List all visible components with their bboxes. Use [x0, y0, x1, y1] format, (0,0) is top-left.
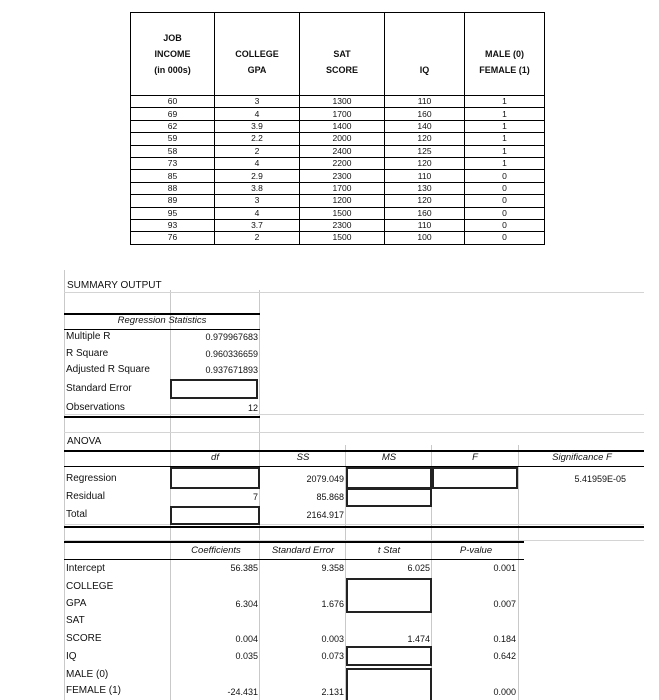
- table-cell: 2000: [300, 133, 385, 145]
- anova-col-df: df: [211, 452, 219, 463]
- grid-line: [518, 445, 519, 700]
- table-cell: 3: [215, 195, 300, 207]
- table-cell: 1400: [300, 120, 385, 132]
- header-text: FEMALE (1): [479, 65, 530, 75]
- table-cell: 160: [385, 108, 465, 120]
- gender-p-value: 0.000: [493, 687, 516, 697]
- total-df-answer-box[interactable]: [170, 506, 260, 525]
- table-cell: 3: [215, 96, 300, 108]
- table-row: [131, 157, 545, 169]
- r-square-value: 0.960336659: [205, 349, 258, 359]
- table-cell: 89: [131, 195, 215, 207]
- coef-col-standard-error: Standard Error: [271, 545, 335, 556]
- table-cell: 0: [465, 207, 545, 219]
- table-cell: 85: [131, 170, 215, 182]
- residual-df-value: 7: [252, 492, 258, 502]
- table-row: [131, 108, 545, 120]
- coef-col-t-stat: t Stat: [377, 545, 401, 556]
- table-cell: 1: [465, 157, 545, 169]
- header-text: SAT: [333, 49, 351, 59]
- table-rule: [64, 416, 260, 418]
- regression-f-answer-box[interactable]: [432, 467, 518, 489]
- table-cell: 2: [215, 145, 300, 157]
- table-cell: 0: [465, 219, 545, 231]
- anova-col-significance-f: Significance F: [552, 452, 612, 463]
- table-cell: 62: [131, 120, 215, 132]
- table-row: [131, 145, 545, 157]
- header-text: IQ: [419, 65, 430, 75]
- summary-title: SUMMARY OUTPUT: [67, 280, 162, 291]
- table-cell: 88: [131, 182, 215, 194]
- anova-col-ss: SS: [296, 452, 310, 463]
- intercept-coefficient: 56.385: [230, 563, 258, 573]
- table-row: [131, 133, 545, 145]
- table-cell: 59: [131, 133, 215, 145]
- iq-p-value: 0.642: [493, 651, 516, 661]
- data-table-header-row: [131, 13, 545, 96]
- iq-t-stat-answer-box[interactable]: [346, 646, 432, 666]
- table-cell: 0: [465, 182, 545, 194]
- table-row: [131, 232, 545, 244]
- table-cell: 3.7: [215, 219, 300, 231]
- table-row: [131, 219, 545, 231]
- observations-value: 12: [247, 403, 258, 413]
- table-rule: [64, 329, 260, 330]
- intercept-t-stat: 6.025: [407, 563, 430, 573]
- table-cell: 1300: [300, 96, 385, 108]
- observations-label: Observations: [66, 402, 125, 413]
- gender-label-line1: MALE (0): [66, 669, 109, 680]
- table-cell: 2200: [300, 157, 385, 169]
- table-cell: 120: [385, 195, 465, 207]
- intercept-label: Intercept: [66, 563, 105, 574]
- table-cell: 2: [215, 232, 300, 244]
- intercept-p-value: 0.001: [493, 563, 516, 573]
- iq-coefficient: 0.035: [235, 651, 258, 661]
- table-row: [131, 170, 545, 182]
- gender-t-stat-answer-box[interactable]: [346, 668, 432, 700]
- table-rule: [64, 559, 524, 560]
- table-cell: 140: [385, 120, 465, 132]
- gpa-label-line1: COLLEGE: [66, 581, 114, 592]
- sat-t-stat: 1.474: [407, 634, 430, 644]
- table-cell: 120: [385, 157, 465, 169]
- header-text: INCOME: [154, 49, 191, 59]
- grid-line: [64, 432, 644, 433]
- grid-line: [64, 524, 644, 525]
- table-cell: 1200: [300, 195, 385, 207]
- table-cell: 1: [465, 120, 545, 132]
- table-cell: 2.9: [215, 170, 300, 182]
- header-text: JOB: [163, 33, 182, 43]
- gender-coefficient: -24.431: [227, 687, 258, 697]
- gender-standard-error: 2.131: [321, 687, 344, 697]
- table-cell: 120: [385, 133, 465, 145]
- r-square-label: R Square: [66, 348, 109, 359]
- header-iq: [385, 13, 465, 96]
- header-sat-score: [300, 13, 385, 96]
- sat-p-value: 0.184: [493, 634, 516, 644]
- sat-coefficient: 0.004: [235, 634, 258, 644]
- gender-label-line2: FEMALE (1): [66, 685, 122, 696]
- table-cell: 0: [465, 170, 545, 182]
- table-cell: 58: [131, 145, 215, 157]
- table-row: [131, 96, 545, 108]
- table-cell: 1: [465, 133, 545, 145]
- table-cell: 1700: [300, 182, 385, 194]
- table-cell: 1500: [300, 207, 385, 219]
- table-cell: 160: [385, 207, 465, 219]
- table-cell: 60: [131, 96, 215, 108]
- regression-statistics-header: Regression Statistics: [117, 315, 207, 326]
- sat-label-line2: SCORE: [66, 633, 102, 644]
- gpa-standard-error: 1.676: [321, 599, 344, 609]
- total-row-label: Total: [66, 509, 88, 520]
- grid-line: [64, 270, 65, 700]
- data-table-body: [131, 96, 545, 245]
- table-row: [131, 207, 545, 219]
- residual-row-label: Residual: [66, 491, 105, 502]
- sat-label-line1: SAT: [66, 615, 85, 626]
- table-cell: 3.9: [215, 120, 300, 132]
- adjusted-r-square-value: 0.937671893: [205, 365, 258, 375]
- table-rule: [64, 526, 644, 528]
- table-row: [131, 195, 545, 207]
- grid-line: [64, 414, 644, 415]
- regression-df-answer-box[interactable]: [170, 467, 260, 489]
- table-cell: 4: [215, 207, 300, 219]
- coef-col-coefficients: Coefficients: [191, 545, 241, 556]
- table-cell: 0: [465, 232, 545, 244]
- table-cell: 4: [215, 108, 300, 120]
- table-cell: 3.8: [215, 182, 300, 194]
- standard-error-label: Standard Error: [66, 383, 132, 394]
- regression-row-label: Regression: [66, 473, 117, 484]
- table-cell: 130: [385, 182, 465, 194]
- header-gender: [465, 13, 545, 96]
- table-cell: 2.2: [215, 133, 300, 145]
- table-rule: [64, 541, 524, 543]
- anova-col-f: F: [472, 452, 478, 463]
- table-cell: 95: [131, 207, 215, 219]
- table-cell: 125: [385, 145, 465, 157]
- anova-title: ANOVA: [67, 436, 102, 447]
- multiple-r-label: Multiple R: [66, 331, 111, 342]
- significance-f-value: 5.41959E-05: [574, 474, 626, 484]
- header-text: SCORE: [325, 65, 358, 75]
- table-cell: 2300: [300, 219, 385, 231]
- regression-ss-value: 2079.049: [306, 474, 344, 484]
- gpa-label-line2: GPA: [66, 598, 87, 609]
- header-text: COLLEGE: [235, 49, 279, 59]
- table-cell: 76: [131, 232, 215, 244]
- gpa-t-stat-answer-box[interactable]: [346, 578, 432, 613]
- table-cell: 4: [215, 157, 300, 169]
- table-cell: 1500: [300, 232, 385, 244]
- table-cell: 93: [131, 219, 215, 231]
- header-job-income: [131, 13, 215, 96]
- table-cell: 73: [131, 157, 215, 169]
- table-cell: 110: [385, 96, 465, 108]
- table-cell: 1: [465, 96, 545, 108]
- table-cell: 1: [465, 145, 545, 157]
- gpa-coefficient: 6.304: [235, 599, 258, 609]
- iq-standard-error: 0.073: [321, 651, 344, 661]
- header-text: (in 000s): [154, 65, 191, 75]
- data-table: [130, 12, 545, 245]
- sat-standard-error: 0.003: [321, 634, 344, 644]
- table-cell: 1: [465, 108, 545, 120]
- header-text: MALE (0): [485, 49, 524, 59]
- table-row: [131, 182, 545, 194]
- residual-ss-value: 85.868: [316, 492, 344, 502]
- intercept-standard-error: 9.358: [321, 563, 344, 573]
- residual-ms-answer-box[interactable]: [346, 488, 432, 507]
- table-cell: 1700: [300, 108, 385, 120]
- grid-line: [64, 292, 644, 293]
- iq-label: IQ: [66, 651, 77, 662]
- table-row: [131, 120, 545, 132]
- table-cell: 100: [385, 232, 465, 244]
- table-cell: 69: [131, 108, 215, 120]
- multiple-r-value: 0.979967683: [205, 332, 258, 342]
- standard-error-answer-box[interactable]: [170, 379, 258, 399]
- regression-ms-answer-box[interactable]: [346, 467, 432, 489]
- total-ss-value: 2164.917: [306, 510, 344, 520]
- gpa-p-value: 0.007: [493, 599, 516, 609]
- table-cell: 0: [465, 195, 545, 207]
- table-cell: 2300: [300, 170, 385, 182]
- header-text: GPA: [247, 65, 267, 75]
- adjusted-r-square-label: Adjusted R Square: [66, 364, 150, 375]
- coef-col-p-value: P-value: [459, 545, 493, 556]
- table-cell: 110: [385, 170, 465, 182]
- header-college-gpa: [215, 13, 300, 96]
- anova-col-ms: MS: [381, 452, 397, 463]
- table-cell: 2400: [300, 145, 385, 157]
- table-cell: 110: [385, 219, 465, 231]
